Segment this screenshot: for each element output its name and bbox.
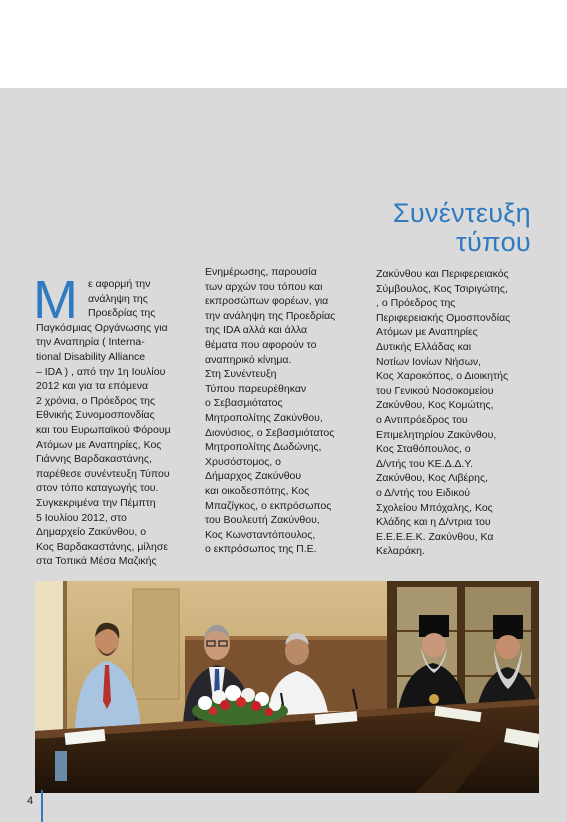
text-line: – IDA ) , από την 1η Ιουλίου [36,365,166,378]
text-line: ε αφορμή την [88,278,151,290]
text-line: 2 χρόνια, ο Πρόεδρος της [36,394,156,407]
text-line: ο Σεβασμιότατος [205,397,283,410]
text-line: Στη Συνέντευξη [205,368,277,381]
text-line: Μητροπολίτης Ζακύνθου, [205,411,323,424]
text-line: Δημαρχείο Ζακύνθου, ο [36,526,147,539]
text-line: αναπηρικό κίνημα. [205,353,292,366]
text-line: Διονύσιος, ο Σεβασμιότατος [205,426,335,439]
text-line: Γιάννης Βαρδακαστάνης, [36,453,152,466]
text-line: Δήμαρχος Ζακύνθου [205,470,302,483]
text-line: Παγκόσμιας Οργάνωσης για [36,321,168,334]
text-line: Ατόμων με Αναπηρίες [376,326,478,339]
text-column-1 [36,277,194,569]
text-column-2 [205,265,367,557]
text-line: του Γενικού Νοσοκομείου [376,384,494,397]
text-line: της IDA αλλά και άλλα [205,324,308,337]
text-line: Σχολείου Μπόχαλης, Κος [376,501,493,514]
text-line: Ζακύνθου, Κος Κομώτης, [376,399,494,412]
top-margin [0,0,567,88]
text-line: Μητροπολίτης Δωδώνης, [205,441,322,454]
text-line: Κος Χαροκόπος, ο Διοικητής [376,370,509,383]
text-column-3 [376,267,538,559]
text-line: tional Disability Alliance [36,350,146,363]
text-line: Περιφερειακής Ομοσπονδίας [376,311,511,324]
text-line: την ανάληψη της Προεδρίας [205,309,336,322]
text-line: και του Ευρωπαϊκού Φόρουμ [36,423,171,436]
page-number-rule [41,790,43,822]
text-line: και οικοδεσπότης, Κος [205,484,310,497]
text-line: Εθνικής Συνομοσπονδίας [36,409,155,422]
text-line: Μπαζίγκος, ο εκπρόσωπος [205,499,332,512]
text-line: εκπροσώπων φορέων, για [205,295,329,308]
text-line: Δυτικής Ελλάδας και [376,340,472,353]
text-line: του Βουλευτή Ζακύνθου, [205,514,320,527]
text-line: Σύμβουλος, Κος Τσιριγώτης, [376,282,508,295]
text-line: 2012 και για τα επόμενα [36,380,149,393]
text-line: Κλάδης και η Δ/ντρια του [376,516,491,529]
article-title [393,199,531,257]
text-line: Συγκεκριμένα την Πέμπτη [36,496,156,509]
text-line: Τύπου παρευρέθηκαν [205,382,307,395]
text-line: ο Αντιπρόεδρος του [376,413,468,426]
text-line: Νοτίων Ιονίων Νήσων, [376,355,482,368]
text-line: Προεδρίας της [88,307,156,320]
text-line: Ατόμων με Αναπηρίες, Κος [36,438,162,451]
text-line: Κελαράκη. [376,545,425,558]
text-line: Χρυσόστομος, ο [205,455,281,468]
text-line: θέματα που αφορούν το [205,338,317,351]
text-line: των αρχών του τόπου και [205,280,323,293]
text-line: την Αναπηρία ( Interna- [36,336,145,349]
drop-cap: Μ [33,270,78,330]
page-number: 4 [27,795,34,807]
text-line: Ζακύνθου, Κος Λιβέρης, [376,472,488,485]
text-line: στον τόπο καταγωγής του. [36,482,159,495]
press-conference-photo [35,581,539,793]
text-line: Κος Κωνσταντόπουλος, [205,528,316,541]
article-title-line-2: τύπου [456,227,531,257]
text-line: 5 Ιουλίου 2012, στο [36,511,127,524]
text-line: στα Τοπικά Μέσα Μαζικής [36,555,157,568]
article-title-line-1: Συνέντευξη [392,198,531,228]
text-line: Ενημέρωσης, παρουσία [205,266,317,278]
text-line: παρέθεσε συνέντευξη Τύπου [36,467,170,480]
text-line: Ζακύνθου και Περιφερειακός [376,268,509,280]
text-line: , ο Πρόεδρος της [376,297,456,310]
text-line: Δ/ντής του ΚΕ.Δ.Δ.Υ. [376,457,474,470]
text-line: Επιμελητηρίου Ζακύνθου, [376,428,497,441]
text-line: Κος Βαρδακαστάνης, μίλησε [36,540,169,553]
text-line: ο εκπρόσωπος της Π.Ε. [205,543,317,556]
text-line: ανάληψη της [88,292,148,305]
text-line: ο Δ/ντής του Ειδικού [376,486,471,499]
text-line: Ε.Ε.Ε.Ε.Κ. Ζακύνθου, Κα [376,530,494,543]
text-line: Κος Σταθόπουλος, ο [376,443,471,456]
